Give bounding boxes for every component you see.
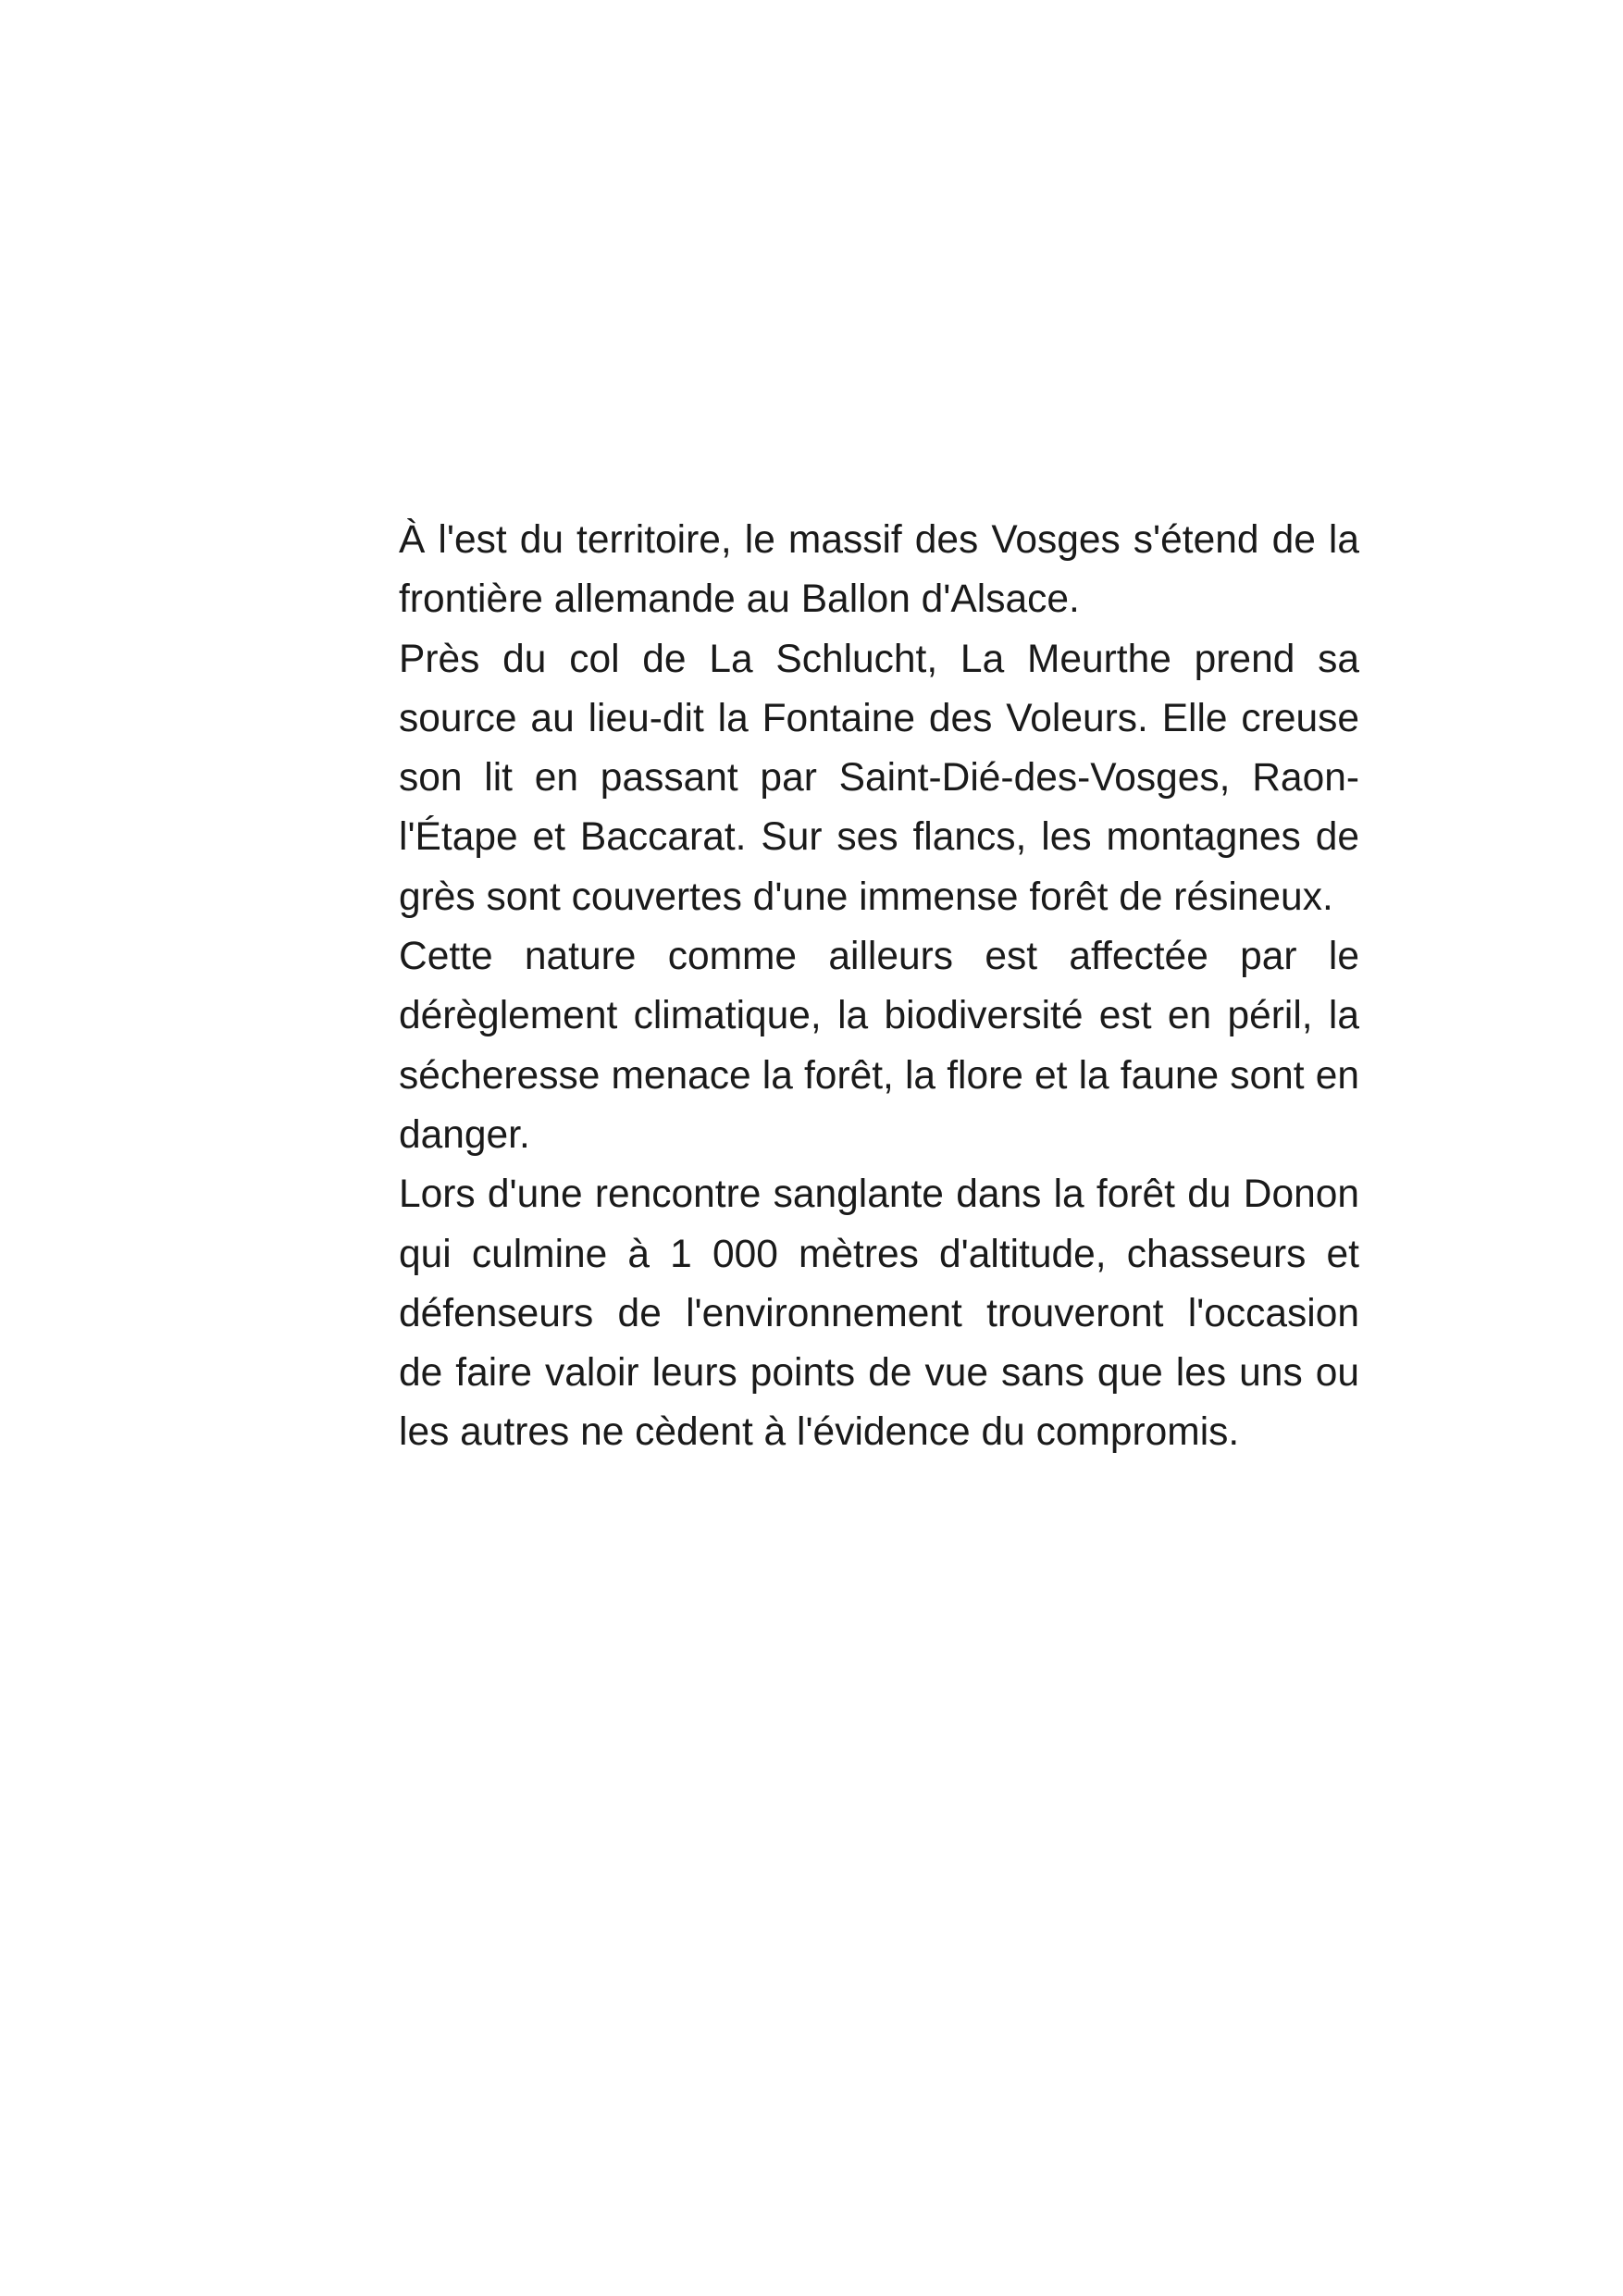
- paragraph-meurthe-source: Près du col de La Schlucht, La Meurthe prend sa source au lieu-dit la Fontaine des Voleurs. Elle creuse son lit en passant par Saint-Dié-des-Vosges, Raon-l'Étape et Baccarat. Sur ses flancs, les montagnes de grès sont couvertes d'une immense forêt de résineux.: [399, 637, 1359, 919]
- paragraph-donon-encounter: Lors d'une rencontre sanglante dans la forêt du Donon qui culmine à 1 000 mètres d'altitude, chasseurs et défenseurs de l'environnement trouveront l'occasion de faire valoir leurs points de vue sans que les uns ou les autres ne cèdent à l'évidence du compromis.: [399, 1173, 1359, 1455]
- body-text: [399, 511, 1359, 1463]
- paragraph-vosges-intro: À l'est du territoire, le massif des Vosges s'étend de la frontière allemande au Ballon d'Alsace.: [399, 518, 1359, 622]
- paragraph-climate: Cette nature comme ailleurs est affectée par le dérèglement climatique, la biodiversité est en péril, la sécheresse menace la forêt, la flore et la faune sont en danger.: [399, 935, 1359, 1157]
